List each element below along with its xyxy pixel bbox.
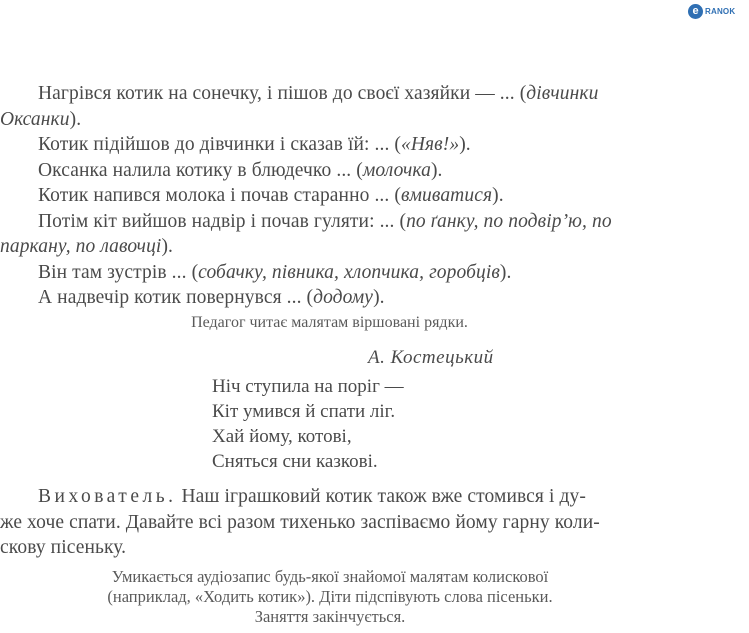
story-text: ). bbox=[161, 236, 174, 257]
answer-text: дівчинки bbox=[526, 83, 599, 104]
poem-line: Хай йому, котові, bbox=[212, 426, 352, 447]
poem-author: А. Костецький bbox=[368, 347, 494, 368]
story-line bbox=[0, 209, 659, 235]
poem-line: Ніч ступила на поріг — bbox=[212, 376, 404, 397]
logo-e-icon: e bbox=[688, 4, 703, 19]
story-paragraph bbox=[0, 81, 659, 311]
closing-line: Умикається аудіозапис будь-якої знайомої малятам колискової bbox=[111, 567, 549, 586]
story-line bbox=[0, 158, 659, 184]
story-text: ). bbox=[499, 261, 512, 283]
story-text: ). bbox=[373, 287, 385, 308]
story-line bbox=[0, 107, 659, 133]
poem-line: Кіт умився й спати ліг. bbox=[212, 401, 396, 422]
story-line bbox=[0, 234, 659, 260]
answer-text: паркану, по лавочці bbox=[0, 236, 162, 257]
story-text: Котик підійшов до дівчинки і сказав їй: ... ( bbox=[38, 134, 401, 155]
story-text: Оксанка налила котику в блюдечко ... ( bbox=[38, 159, 363, 181]
educator-line: же хоче спати. Давайте всі разом тихенько заспіваємо йому гарну коли- bbox=[0, 511, 600, 533]
answer-text: «Няв!» bbox=[400, 134, 460, 155]
teacher-reads-note: Педагог читає малятам віршовані рядки. bbox=[191, 314, 468, 331]
educator-line: скову пісеньку. bbox=[0, 537, 127, 558]
closing-line: Заняття закінчується. bbox=[254, 607, 406, 626]
story-text: ). bbox=[69, 108, 82, 130]
story-line bbox=[0, 183, 659, 209]
answer-text: Оксанки bbox=[0, 108, 70, 130]
closing-line: (наприклад, «Ходить котик»). Діти підспівують слова пісеньки. bbox=[107, 587, 553, 606]
poem bbox=[212, 374, 404, 474]
educator-text: Наш іграшковий котик також вже стомився і ду- bbox=[181, 486, 586, 507]
educator-paragraph bbox=[0, 484, 659, 561]
answer-text: молочка bbox=[362, 159, 431, 181]
publisher-logo bbox=[688, 4, 746, 20]
story-line bbox=[0, 285, 659, 311]
answer-text: вмиватися bbox=[400, 185, 493, 206]
story-line bbox=[0, 132, 659, 158]
story-text: Котик напився молока і почав старанно ... ( bbox=[38, 185, 401, 206]
answer-text: собачку, півника, хлопчика, горобців bbox=[198, 261, 500, 283]
speaker-name: Вихователь. bbox=[38, 486, 177, 507]
educator-line bbox=[0, 484, 659, 510]
story-text: ). bbox=[430, 159, 443, 181]
story-line bbox=[0, 81, 659, 107]
story-text: А надвечір котик повернувся ... ( bbox=[38, 287, 314, 308]
logo-text: RANOK bbox=[705, 7, 736, 16]
poem-line: Сняться сни казкові. bbox=[212, 451, 378, 472]
story-text: Нагрівся котик на сонечку, і пішов до своєї хазяйки — ... ( bbox=[38, 83, 527, 104]
story-text: ). bbox=[459, 134, 471, 155]
answer-text: додому bbox=[313, 287, 374, 308]
answer-text: по ґанку, по подвір’ю, по bbox=[406, 210, 612, 232]
closing-note bbox=[40, 567, 620, 627]
story-text: Потім кіт вийшов надвір і почав гуляти: ... ( bbox=[38, 210, 407, 232]
story-text: Він там зустрів ... ( bbox=[38, 261, 199, 283]
story-line bbox=[0, 260, 659, 286]
story-text: ). bbox=[492, 185, 504, 206]
